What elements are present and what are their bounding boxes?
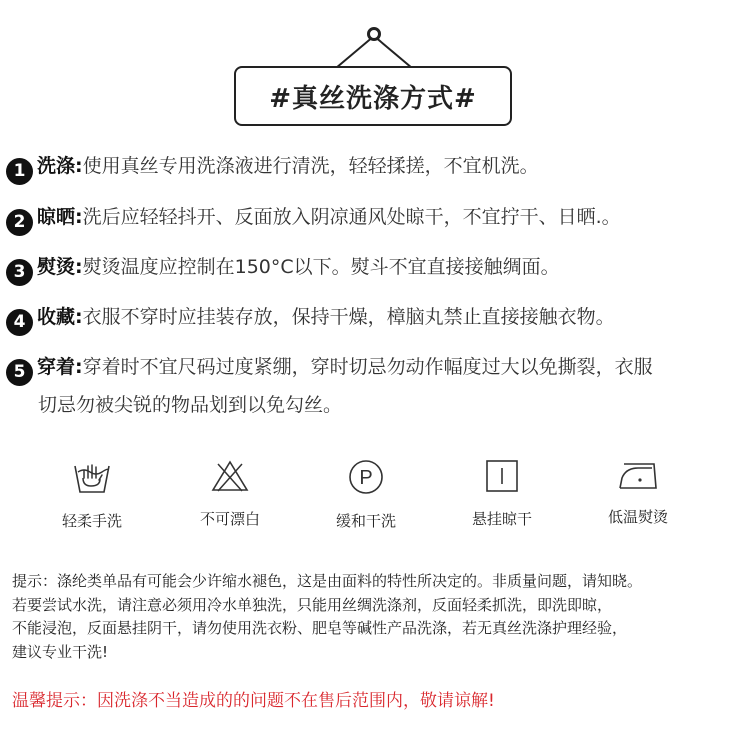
care-text: 使用真丝专用洗涤液进行清洗，轻轻揉搓，不宜机洗。 [82,155,539,177]
care-symbol-no-bleach [160,458,300,529]
care-symbol-label: 不可漂白 [199,510,260,528]
tips-line: 不能浸泡，反面悬挂阴干，请勿使用洗衣粉、肥皂等碱性产品洗涤，若无真丝洗涤护理经验， [12,619,628,637]
page-title: #真丝洗涤方式# [234,66,512,126]
no-bleach-icon [210,458,250,494]
care-symbol-hand-wash [22,458,162,531]
hand-wash-icon [72,458,112,496]
care-text-continued: 切忌勿被尖锐的物品划到以免勾丝。 [38,394,343,416]
number-badge: 3 [6,259,33,286]
care-label: 收藏: [37,306,83,328]
care-symbol-dry-clean [296,458,436,531]
care-text: 洗后应轻轻抖开、反面放入阴凉通风处晾干，不宜拧干、日晒.。 [82,206,621,228]
dry-clean-p-icon [347,458,385,496]
care-item-dry [6,198,746,236]
care-text: 衣服不穿时应挂装存放，保持干燥，樟脑丸禁止直接接触衣物。 [82,306,615,328]
warning-notice: 温馨提示：因洗涤不当造成的的问题不在售后范围内，敬请谅解! [12,691,495,711]
tips-line: 若要尝试水洗，请注意必须用冷水单独洗，只能用丝绸洗涤剂，反面轻柔抓洗，即洗即晾， [12,595,613,614]
care-text: 熨烫温度应控制在150°C以下。熨斗不宜直接接触绸面。 [82,256,560,278]
tips-line: 提示：涤纶类单品有可能会少许缩水褪色，这是由面料的特性所决定的。非质量问题，请知晓。 [12,572,643,590]
number-badge: 1 [6,158,33,185]
care-item-iron [6,248,746,286]
care-item-store [6,298,746,336]
nail-icon [369,29,380,40]
care-symbol-label: 悬挂晾干 [471,510,532,528]
care-symbols [0,458,750,538]
care-label: 熨烫: [37,256,83,278]
care-symbol-label: 低温熨烫 [607,508,668,526]
care-label: 晾晒: [37,206,83,228]
number-badge: 4 [6,309,33,336]
care-label: 穿着: [37,356,83,378]
care-text: 穿着时不宜尺码过度紧绷，穿时切忌勿动作幅度过大以免撕裂，衣服 [82,356,653,378]
tips-line: 建议专业干洗! [12,642,109,661]
care-symbol-label: 轻柔手洗 [61,512,122,530]
tips-paragraph [12,570,742,664]
care-label: 洗涤: [37,155,83,177]
care-symbol-hang-dry [432,458,572,529]
care-symbol-iron-low [568,458,708,527]
care-symbol-label: 缓和干洗 [335,512,396,530]
care-item-wash [6,147,746,185]
number-badge: 5 [6,359,33,386]
hang-dry-icon [484,458,520,494]
care-item-wear [6,348,746,424]
number-badge: 2 [6,209,33,236]
svg-text:P: P [359,467,373,489]
iron-low-icon [616,458,660,492]
